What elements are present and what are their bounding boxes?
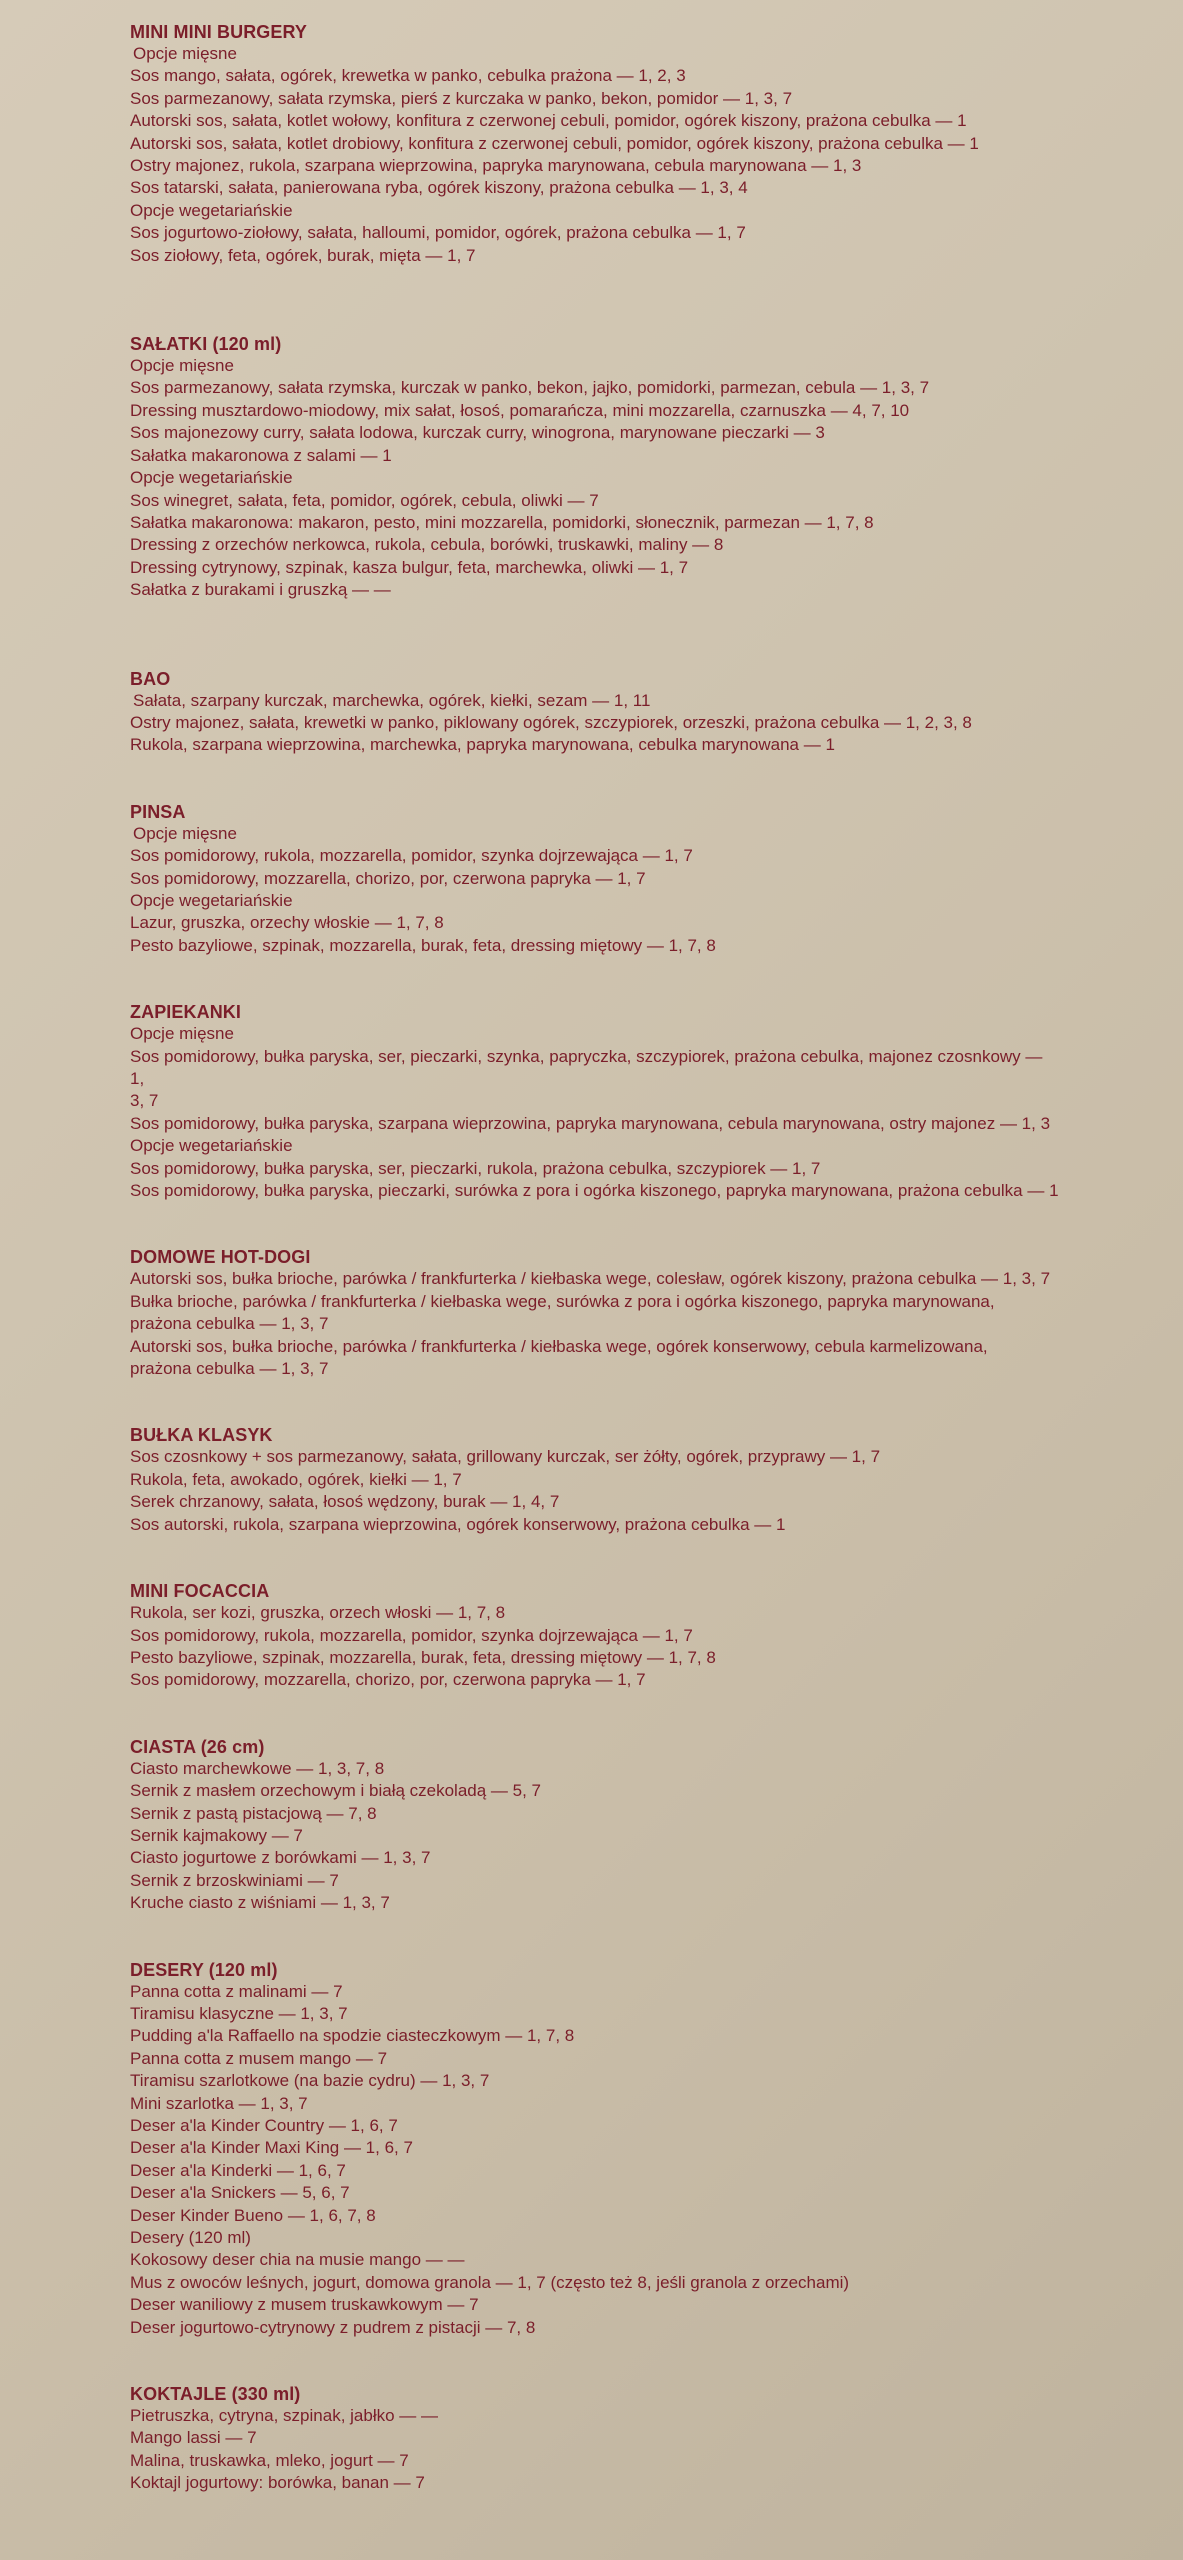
menu-item-line: Pesto bazyliowe, szpinak, mozzarella, burak, feta, dressing miętowy — 1, 7, 8	[130, 1647, 716, 1667]
menu-item-line: Pesto bazyliowe, szpinak, mozzarella, burak, feta, dressing miętowy — 1, 7, 8	[130, 935, 716, 955]
menu-item-line: Opcje wegetariańskie	[130, 890, 293, 910]
menu-item-line: Bułka brioche, parówka / frankfurterka / kiełbaska wege, surówka z pora i ogórka kiszonego, papryka marynowana,	[130, 1291, 995, 1311]
menu-item-line: Opcje wegetariańskie	[130, 200, 293, 220]
menu-item-line: Rukola, feta, awokado, ogórek, kiełki — 1, 7	[130, 1469, 462, 1489]
menu-item-line: Mini szarlotka — 1, 3, 7	[130, 2093, 308, 2113]
menu-item-line: Opcje mięsne	[133, 823, 237, 843]
menu-item-line: Panna cotta z musem mango — 7	[130, 2048, 388, 2068]
menu-item-line: Dressing z orzechów nerkowca, rukola, cebula, borówki, truskawki, maliny — 8	[130, 535, 724, 555]
menu-item-line: Sernik z masłem orzechowym i białą czekoladą — 5, 7	[130, 1781, 541, 1801]
menu-item-line: Lazur, gruszka, orzechy włoskie — 1, 7, 8	[130, 913, 444, 933]
section-title: MINI MINI BURGERY	[130, 22, 308, 42]
menu-item-line: Opcje mięsne	[133, 44, 237, 63]
menu-item-line: Deser a'la Kinderki — 1, 6, 7	[130, 2160, 346, 2180]
menu-item-line: Sos tatarski, sałata, panierowana ryba, ogórek kiszony, prażona cebulka — 1, 3, 4	[130, 178, 748, 198]
menu-item-line: Opcje mięsne	[130, 1024, 234, 1044]
menu-list	[130, 22, 1060, 2495]
section-title: BUŁKA KLASYK	[130, 1425, 273, 1446]
menu-section	[130, 1247, 1060, 1380]
section-title: DOMOWE HOT-DOGI	[130, 1247, 311, 1268]
section-title: ZAPIEKANKI	[130, 1002, 242, 1023]
menu-item-line: Panna cotta z malinami — 7	[130, 1981, 343, 2001]
menu-item-line: prażona cebulka — 1, 3, 7	[130, 1359, 329, 1379]
menu-item-line: Sos czosnkowy + sos parmezanowy, sałata, grillowany kurczak, ser żółty, ogórek, przyprawy — 1, 7	[130, 1447, 881, 1467]
menu-item-line: Rukola, ser kozi, gruszka, orzech włoski — 1, 7, 8	[130, 1603, 506, 1623]
menu-item-line: Rukola, szarpana wieprzowina, marchewka, papryka marynowana, cebulka marynowana — 1	[130, 735, 835, 755]
menu-section	[130, 1960, 1060, 2340]
menu-item-line: 3, 7	[130, 1091, 159, 1111]
menu-item-line: Kokosowy deser chia na musie mango — —	[130, 2250, 465, 2270]
menu-item-line: Opcje mięsne	[130, 356, 234, 376]
menu-item-line: Tiramisu szarlotkowe (na bazie cydru) — 1, 3, 7	[130, 2071, 490, 2091]
menu-section	[130, 2384, 1060, 2495]
menu-item-line: Sałatka makaronowa: makaron, pesto, mini mozzarella, pomidorki, słonecznik, parmezan — 1, 7, 8	[130, 512, 874, 532]
menu-item-line: Ciasto marchewkowe — 1, 3, 7, 8	[130, 1758, 385, 1778]
section-title: BAO	[130, 668, 171, 689]
menu-item-line: Sałatka makaronowa z salami — 1	[130, 445, 392, 465]
menu-section	[130, 802, 1060, 957]
menu-item-line: Deser jogurtowo-cytrynowy z pudrem z pistacji — 7, 8	[130, 2317, 536, 2337]
menu-item-line: Deser a'la Kinder Maxi King — 1, 6, 7	[130, 2138, 413, 2158]
menu-item-line: Autorski sos, sałata, kotlet drobiowy, konfitura z czerwonej cebuli, pomidor, ogórek kiszony, prażona cebulka — 1	[130, 133, 979, 153]
menu-item-line: Sos autorski, rukola, szarpana wieprzowina, ogórek konserwowy, prażona cebulka — 1	[130, 1514, 786, 1534]
menu-item-line: Ostry majonez, sałata, krewetki w panko, piklowany ogórek, szczypiorek, orzeszki, prażona cebulka — 1, 2, 3, 8	[130, 712, 972, 732]
menu-item-line: Deser waniliowy z musem truskawkowym — 7	[130, 2295, 479, 2315]
menu-item-line: Malina, truskawka, mleko, jogurt — 7	[130, 2450, 409, 2470]
menu-item-line: Sos pomidorowy, bułka paryska, ser, pieczarki, rukola, prażona cebulka, szczypiorek — 1, 7	[130, 1158, 821, 1178]
menu-item-line: Ostry majonez, rukola, szarpana wieprzowina, papryka marynowana, cebula marynowana — 1, 3	[130, 156, 862, 176]
menu-section	[130, 22, 1060, 267]
section-title: MINI FOCACCIA	[130, 1581, 270, 1602]
menu-item-line: Sernik z pastą pistacjową — 7, 8	[130, 1803, 377, 1823]
menu-item-line: Sernik kajmakowy — 7	[130, 1825, 303, 1845]
menu-item-line: Mango lassi — 7	[130, 2428, 257, 2448]
menu-item-line: Sos pomidorowy, mozzarella, chorizo, por, czerwona papryka — 1, 7	[130, 868, 646, 888]
menu-item-line: Dressing cytrynowy, szpinak, kasza bulgur, feta, marchewka, oliwki — 1, 7	[130, 557, 689, 577]
menu-section	[130, 1737, 1060, 1915]
menu-item-line: Autorski sos, sałata, kotlet wołowy, konfitura z czerwonej cebuli, pomidor, ogórek kiszony, prażona cebulka — 1	[130, 111, 967, 131]
menu-item-line: Sos jogurtowo-ziołowy, sałata, halloumi, pomidor, ogórek, prażona cebulka — 1, 7	[130, 223, 746, 243]
menu-section	[130, 669, 1060, 757]
section-title: SAŁATKI (120 ml)	[130, 334, 282, 355]
menu-item-line: Sos pomidorowy, rukola, mozzarella, pomidor, szynka dojrzewająca — 1, 7	[130, 846, 693, 866]
menu-item-line: Serek chrzanowy, sałata, łosoś wędzony, burak — 1, 4, 7	[130, 1492, 560, 1512]
menu-item-line: Deser a'la Snickers — 5, 6, 7	[130, 2183, 350, 2203]
menu-item-line: Sos ziołowy, feta, ogórek, burak, mięta — 1, 7	[130, 245, 476, 265]
menu-item-line: Sos winegret, sałata, feta, pomidor, ogórek, cebula, oliwki — 7	[130, 490, 599, 510]
menu-item-line: Sos parmezanowy, sałata rzymska, kurczak w panko, bekon, jajko, pomidorki, parmezan, cebula — 1, 3, 7	[130, 378, 930, 398]
menu-item-line: Sos parmezanowy, sałata rzymska, pierś z kurczaka w panko, bekon, pomidor — 1, 3, 7	[130, 88, 793, 108]
menu-item-line: Sos pomidorowy, rukola, mozzarella, pomidor, szynka dojrzewająca — 1, 7	[130, 1625, 693, 1645]
menu-item-line: Sos mango, sałata, ogórek, krewetka w panko, cebulka prażona — 1, 2, 3	[130, 66, 686, 86]
menu-item-line: Ciasto jogurtowe z borówkami — 1, 3, 7	[130, 1848, 431, 1868]
menu-item-line: Sałata, szarpany kurczak, marchewka, ogórek, kiełki, sezam — 1, 11	[133, 690, 651, 710]
menu-item-line: Opcje wegetariańskie	[130, 1136, 293, 1156]
menu-item-line: Sos pomidorowy, bułka paryska, pieczarki, surówka z pora i ogórka kiszonego, papryka marynowana, prażona cebulka — 1	[130, 1181, 1059, 1201]
menu-section	[130, 334, 1060, 601]
menu-item-line: Autorski sos, bułka brioche, parówka / frankfurterka / kiełbaska wege, ogórek konserwowy, cebula karmelizowana,	[130, 1336, 988, 1356]
menu-section	[130, 1002, 1060, 1202]
menu-item-line: Sos pomidorowy, bułka paryska, szarpana wieprzowina, papryka marynowana, cebula marynowana, ostry majonez — 1, 3	[130, 1113, 1051, 1133]
menu-item-line: Deser Kinder Bueno — 1, 6, 7, 8	[130, 2205, 376, 2225]
menu-item-line: Deser a'la Kinder Country — 1, 6, 7	[130, 2116, 398, 2135]
menu-item-line: Koktajl jogurtowy: borówka, banan — 7	[130, 2473, 425, 2493]
menu-item-line: Sernik z brzoskwiniami — 7	[130, 1870, 339, 1890]
menu-item-line: Sos majonezowy curry, sałata lodowa, kurczak curry, winogrona, marynowane pieczarki — 3	[130, 423, 825, 443]
menu-item-line: Desery (120 ml)	[130, 2228, 251, 2248]
menu-item-line: Sałatka z burakami i gruszką — —	[130, 580, 391, 600]
menu-item-line: Opcje wegetariańskie	[130, 468, 293, 488]
menu-section	[130, 1425, 1060, 1536]
menu-item-line: prażona cebulka — 1, 3, 7	[130, 1314, 329, 1334]
menu-item-line: Pudding a'la Raffaello na spodzie ciasteczkowym — 1, 7, 8	[130, 2026, 575, 2046]
menu-item-line: Mus z owoców leśnych, jogurt, domowa granola — 1, 7 (często też 8, jeśli granola z orzechami)	[130, 2272, 850, 2292]
menu-section	[130, 1581, 1060, 1692]
section-title: KOKTAJLE (330 ml)	[130, 2384, 301, 2405]
section-title: PINSA	[130, 801, 186, 822]
menu-item-line: Kruche ciasto z wiśniami — 1, 3, 7	[130, 1893, 390, 1913]
section-title: CIASTA (26 cm)	[130, 1736, 265, 1757]
menu-item-line: Pietruszka, cytryna, szpinak, jabłko — —	[130, 2406, 439, 2426]
section-title: DESERY (120 ml)	[130, 1959, 278, 1980]
menu-item-line: Sos pomidorowy, bułka paryska, ser, pieczarki, szynka, papryczka, szczypiorek, prażona cebulka, majonez czosnkowy — 1,	[130, 1046, 1043, 1088]
menu-item-line: Autorski sos, bułka brioche, parówka / frankfurterka / kiełbaska wege, colesław, ogórek kiszony, prażona cebulka — 1, 3, 7	[130, 1269, 1051, 1289]
menu-item-line: Sos pomidorowy, mozzarella, chorizo, por, czerwona papryka — 1, 7	[130, 1670, 646, 1690]
menu-item-line: Tiramisu klasyczne — 1, 3, 7	[130, 2003, 348, 2023]
menu-item-line: Dressing musztardowo-miodowy, mix sałat, łosoś, pomarańcza, mini mozzarella, czarnuszka — 4, 7, 10	[130, 400, 910, 420]
